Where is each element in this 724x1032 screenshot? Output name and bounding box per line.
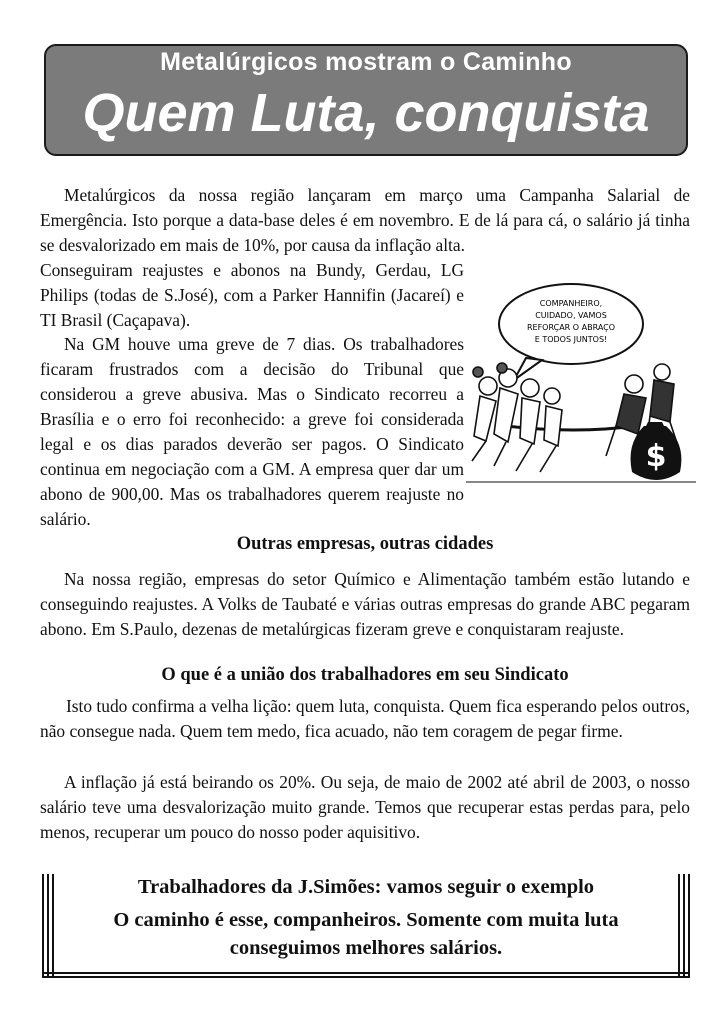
paragraph-reajustes: Conseguiram reajustes e abonos na Bundy, Gerdau, LG Philips (todas de S.José), com a Parker Hannifin (Jacareí) e TI Brasil (Caçapava). xyxy=(40,260,464,330)
banner-title: Quem Luta, conquista xyxy=(82,83,650,143)
paragraph-licao: Isto tudo confirma a velha lição: quem luta, conquista. Quem fica esperando pelos outros, não consegue nada. Quem tem medo, fica acuado, não tem coragem de pegar firme. xyxy=(40,696,690,741)
paragraph-inflacao: A inflação já está beirando os 20%. Ou seja, de maio de 2002 até abril de 2003, o nosso salário teve uma desvalorização muito grande. Temos que recuperar estas perdas para, pelo menos, recuperar um pouco do nosso poder aquisitivo. xyxy=(40,772,690,842)
heading-outras-empresas: Outras empresas, outras cidades xyxy=(236,534,494,554)
paragraph-outras-empresas: Na nossa região, empresas do setor Químico e Alimentação também estão lutando e conseguindo reajustes. A Volks de Taubaté e várias outras empresas do grande ABC pegaram abono. Em S.Paulo, dezenas de metalúrgicas fizeram greve e conquistaram reajuste. xyxy=(40,569,690,639)
closing-callout xyxy=(42,874,690,978)
heading-uniao: O que é a união dos trabalhadores em seu Sindicato xyxy=(161,665,569,685)
paragraph-intro: Metalúrgicos da nossa região lançaram em março uma Campanha Salarial de Emergência. Isto porque a data-base deles é em novembro. E de lá para cá, o salário já tinha se desvalorizado em mais de 10%, por causa da inflação alta. xyxy=(40,185,690,255)
speech-line-1: COMPANHEIRO, xyxy=(539,299,603,308)
speech-line-2: CUIDADO, VAMOS xyxy=(535,311,607,320)
banner-subtitle: Metalúrgicos mostram o Caminho xyxy=(160,48,572,76)
callout-line-2: O caminho é esse, companheiros. Somente com muita luta conseguimos melhores salários. xyxy=(113,909,619,959)
speech-line-3: REFORÇAR O ABRAÇO xyxy=(526,323,616,332)
speech-line-4: E TODOS JUNTOS! xyxy=(534,335,608,344)
paragraph-gm-strike: Na GM houve uma greve de 7 dias. Os trabalhadores ficaram frustrados com a decisão do Tribunal que considerou a greve abusiva. Mas o Sindicato recorreu a Brasília e o erro foi reconhecido: a greve foi considerada legal e os dias parados deverão ser pagos. O Sindicato continua em negociação com a GM. A empresa quer dar um abono de 900,00. Mas os trabalhadores querem reajuste no salário. xyxy=(40,334,464,529)
workers-group-icon xyxy=(472,363,562,472)
callout-line-1: Trabalhadores da J.Simões: vamos seguir o exemplo xyxy=(137,876,595,898)
bottom-rule xyxy=(42,972,690,974)
header-banner xyxy=(44,44,688,156)
tug-of-war-cartoon xyxy=(466,276,696,490)
dollar-sign: $ xyxy=(645,439,667,474)
